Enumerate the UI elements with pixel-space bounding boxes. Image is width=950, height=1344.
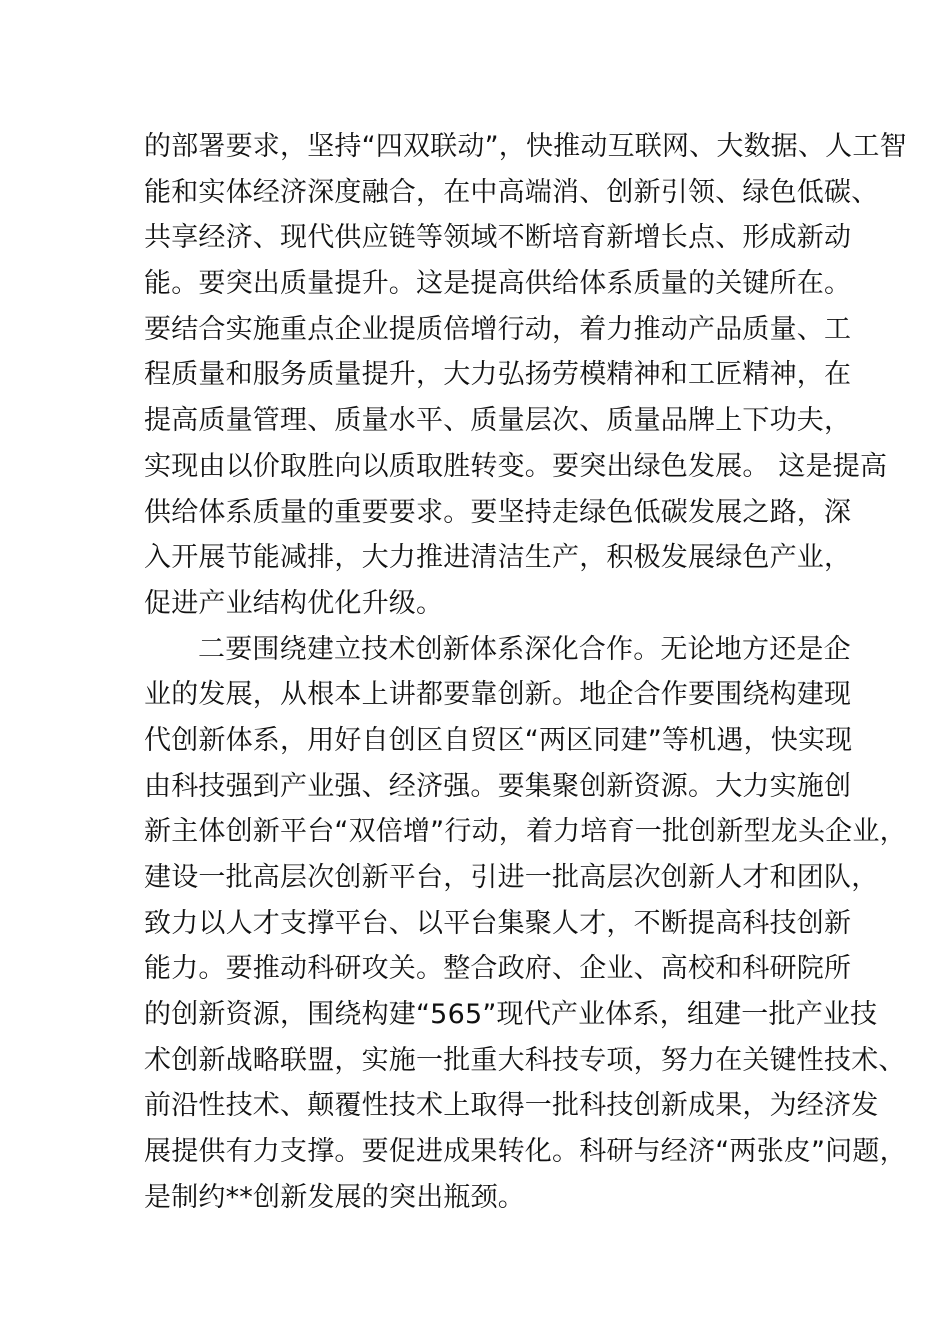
text-line-20: 的创新资源，围绕构建“565”现代产业体系，组建一批产业技 <box>144 999 878 1031</box>
text-line-5: 要结合实施重点企业提质倍增行动，着力推动产品质量、工 <box>144 313 852 345</box>
text-line-22: 前沿性技术、颠覆性技术上取得一批科技创新成果，为经济发 <box>144 1090 879 1122</box>
text-line-18: 致力以人才支撑平台、以平台集聚人才，不断提高科技创新 <box>144 907 852 939</box>
text-line-1: 的部署要求，坚持“四双联动”，快推动互联网、大数据、人工智 <box>144 131 907 162</box>
text-line-8: 实现由以价取胜向以质取胜转变。要突出绿色发展。 这是提高 <box>144 450 888 482</box>
text-line-6: 程质量和服务质量提升，大力弘扬劳模精神和工匠精神，在 <box>144 359 852 391</box>
text-line-19: 能力。要推动科研攻关。整合政府、企业、高校和科研院所 <box>144 953 852 985</box>
text-line-4: 能。要突出质量提升。这是提高供给体系质量的关键所在。 <box>144 268 852 300</box>
text-line-15: 由科技强到产业强、经济强。要集聚创新资源。大力实施创 <box>144 770 852 802</box>
text-line-21: 术创新战略联盟，实施一批重大科技专项，努力在关键性技术、 <box>144 1044 906 1076</box>
text-line-10: 入开展节能减排，大力推进清洁生产，积极发展绿色产业， <box>144 542 852 574</box>
document-body <box>144 124 907 1221</box>
text-line-11: 促进产业结构优化升级。 <box>144 587 444 619</box>
text-line-9: 供给体系质量的重要要求。要坚持走绿色低碳发展之路，深 <box>144 496 852 528</box>
text-line-17: 建设一批高层次创新平台，引进一批高层次创新人才和团队， <box>144 862 879 893</box>
text-line-2: 能和实体经济深度融合，在中高端消、创新引领、绿色低碳、 <box>144 176 879 208</box>
text-line-13: 业的发展，从根本上讲都要靠创新。地企合作要围绕构建现 <box>144 679 852 711</box>
text-line-3: 共享经济、现代供应链等领域不断培育新增长点、形成新动 <box>144 222 852 254</box>
paragraph-start-line: 二要围绕建立技术创新体系深化合作。无论地方还是企 <box>198 633 851 665</box>
text-line-23: 展提供有力支撑。要促进成果转化。科研与经济“两张皮”问题， <box>144 1136 907 1168</box>
text-line-14: 代创新体系，用好自创区自贸区“两区同建”等机遇，快实现 <box>144 724 853 756</box>
text-line-24: 是制约**创新发展的突出瓶颈。 <box>144 1181 525 1213</box>
text-line-16: 新主体创新平台“双倍增”行动，着力培育一批创新型龙头企业， <box>144 816 907 848</box>
text-line-7: 提高质量管理、质量水平、质量层次、质量品牌上下功夫， <box>144 405 852 437</box>
